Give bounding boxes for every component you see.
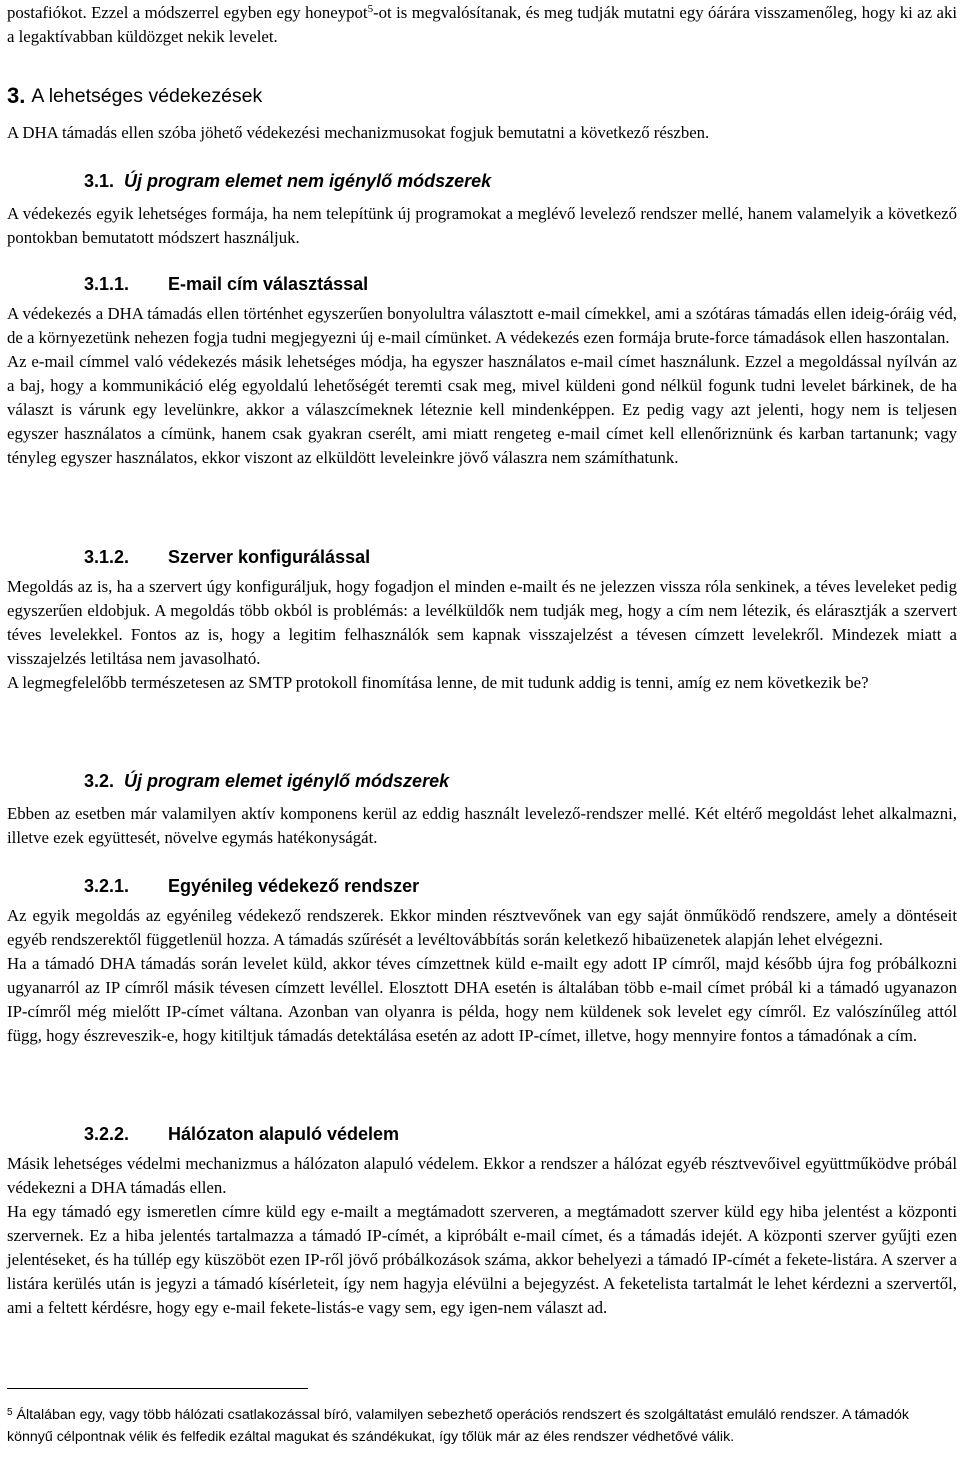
paragraph: Ha a támadó DHA támadás során levelet küld, akkor téves címzettnek küld e-mailt egy adott IP címről, majd később újra fog próbálkozni ugyanarról az IP címről másik tévesen címzett levéllel. Elosztott DHA esetén is általában több e-mail címet próbál ki a támadó ugyanazon IP-címről még mielőtt IP-címet váltana. Azonban van olyanra is példa, hogy nem küldenek sok levelet egy címről. Ez valószínűleg attól függ, hogy észreveszik-e, hogy kitiltjuk támadás detektálása esetén az adott IP-címet, illetve, hogy mennyire fontos a támadónak a cím.: [7, 954, 957, 1045]
footnote-divider: [7, 1388, 308, 1389]
section-title: Szerver konfigurálással: [168, 547, 371, 567]
section-3-2-1-body: [7, 904, 957, 1048]
section-number: 3.2.1.: [84, 876, 130, 896]
section-3-text: A DHA támadás ellen szóba jöhető védekezési mechanizmusokat fogjuk bemutatni a következő részben.: [7, 123, 710, 142]
section-3-heading: [7, 84, 262, 108]
section-title: Új program elemet igénylő módszerek: [124, 771, 450, 791]
intro-paragraph: [7, 1, 957, 49]
section-3-2-1-heading: [7, 874, 419, 898]
footnote-ref[interactable]: 5: [367, 3, 374, 15]
section-title: Új program elemet nem igénylő módszerek: [124, 171, 492, 191]
paragraph: Az e-mail címmel való védekezés másik lehetséges módja, ha egyszer használatos e-mail címet használunk. Ezzel a megoldással nyílván az a baj, hogy a kommunikáció elég egyoldalú lehetőségét teremti csak meg, mivel küldeni gond nélkül fogunk tudni levelet bárkinek, de ha választ is várunk egy levelünkre, akkor a válaszcímeknek léteznie kell mindenképpen. Ez pedig vagy azt jelenti, hogy nem is teljesen egyszer használatos a címünk, hanem csak gyakran cserélt, ami miatt rengeteg e-mail címet kell ellenőriznünk és karban tartanunk; vagy tényleg egyszer használatos, ekkor viszont az elküldött leveleinkre jövő válaszra nem számíthatunk.: [7, 352, 957, 467]
section-number: 3.1.: [84, 171, 115, 191]
section-title: Egyénileg védekező rendszer: [168, 876, 420, 896]
paragraph: A védekezés a DHA támadás ellen történhet egyszerűen bonyolultra választott e-mail címekkel, ami a szótáras támadás ellen ideig-óráig véd, de a környezetünk nehezen fogja tudni megjegyezni új e-mail címünket. A védekezés ezen formája brute-force támadások ellen haszontalan.: [7, 304, 957, 347]
intro-text: postafiókot. Ezzel a módszerrel egyben egy honeypot: [7, 3, 368, 22]
section-3-1-2-body: [7, 575, 957, 695]
section-3-2-heading: [7, 769, 449, 793]
paragraph: Az egyik megoldás az egyénileg védekező rendszerek. Ekkor minden résztvevőnek van egy saját önműködő rendszere, amely a döntéseit egyéb rendszerektől függetlenül hozza. A támadás szűrését a levéltovábbítás során keletkező hibaüzenetek alapján lehet elvégezni.: [7, 906, 957, 949]
section-3-1-heading: [7, 169, 491, 193]
section-number: 3.1.1.: [84, 274, 130, 294]
section-number: 3.: [7, 83, 26, 108]
section-title: E-mail cím választással: [168, 274, 369, 294]
section-3-2-2-heading: [7, 1122, 399, 1146]
footnote-text: Általában egy, vagy több hálózati csatlakozással bíró, valamilyen sebezhető operációs rendszert és szolgáltatást emuláló rendszer. A támadók könnyű célpontnak vélik és felfedik ezáltal magukat és szándékukat, így tőlük már az éles rendszer védhetővé válik.: [7, 1407, 909, 1445]
section-title: Hálózaton alapuló védelem: [168, 1124, 400, 1144]
section-number: 3.2.: [84, 771, 115, 791]
section-number: 3.1.2.: [84, 547, 130, 567]
section-3-1-1-heading: [7, 272, 368, 296]
paragraph: Másik lehetséges védelmi mechanizmus a hálózaton alapuló védelem. Ekkor a rendszer a hálózat egyéb résztvevőivel együttműködve próbál védekezni a DHA támadás ellen.: [7, 1154, 957, 1197]
footnote: [7, 1404, 942, 1448]
section-3-1-text: A védekezés egyik lehetséges formája, ha nem telepítünk új programokat a meglévő levelező rendszer mellé, hanem valamelyik a következő pontokban bemutatott módszert használjuk.: [7, 204, 957, 247]
paragraph: A legmegfelelőbb természetesen az SMTP protokoll finomítása lenne, de mit tudunk addig is tenni, amíg ez nem következik be?: [7, 673, 869, 692]
intro-text-cont: -ot is megvalósítanak, és meg tudják mutatni egy óárára visszamenőleg, hogy ki az aki a legaktívabban küldözget nekik levelet.: [7, 3, 957, 46]
footnote-mark: 5: [7, 1407, 13, 1418]
paragraph: Megoldás az is, ha a szervert úgy konfiguráljuk, hogy fogadjon el minden e-mailt és ne jelezzen vissza róla senkinek, a téves leveleket pedig egyszerűen eldobjuk. A megoldás több okból is problémás: a levélküldők nem tudják meg, hogy a cím nem létezik, és elárasztják a szervert téves levelekkel. Fontos az is, hogy a legitim felhasználók sem kapnak visszajelzést a tévesen címzett levelekről. Mindezek miatt a visszajelzés letiltása nem javasolható.: [7, 577, 957, 668]
section-number: 3.2.2.: [84, 1124, 130, 1144]
section-title: A lehetséges védekezések: [31, 85, 263, 107]
section-3-2-2-body: [7, 1152, 957, 1320]
paragraph: Ha egy támadó egy ismeretlen címre küld egy e-mailt a megtámadott szerveren, a megtámadott szerver küld egy hiba jelentést a központi szervernek. Ez a hiba jelentés tartalmazza a támadó IP-címét, a kipróbált e-mail címet, és a támadás idejét. A központi szerver gyűjti ezen jelentéseket, és ha túllép egy küszöböt ezen IP-ről jövő próbálkozások száma, akkor behelyezi a támadó IP-címét a fekete-listára. A szerver a listára kerülés után is jegyzi a támadó kísérleteit, így nem hagyja elévülni a bejegyzést. A feketelista tartalmát le lehet kérdezni a szervertől, ami a feltett kérdésre, hogy egy e-mail fekete-listás-e vagy sem, egy igen-nem választ ad.: [7, 1202, 957, 1317]
section-3-1-2-heading: [7, 545, 370, 569]
section-3-1-1-body: [7, 302, 957, 470]
section-3-2-text: Ebben az esetben már valamilyen aktív komponens kerül az eddig használt levelező-rendszer mellé. Két eltérő megoldást lehet alkalmazni, illetve ezek együttesét, növelve egymás hatékonyságát.: [7, 804, 957, 847]
